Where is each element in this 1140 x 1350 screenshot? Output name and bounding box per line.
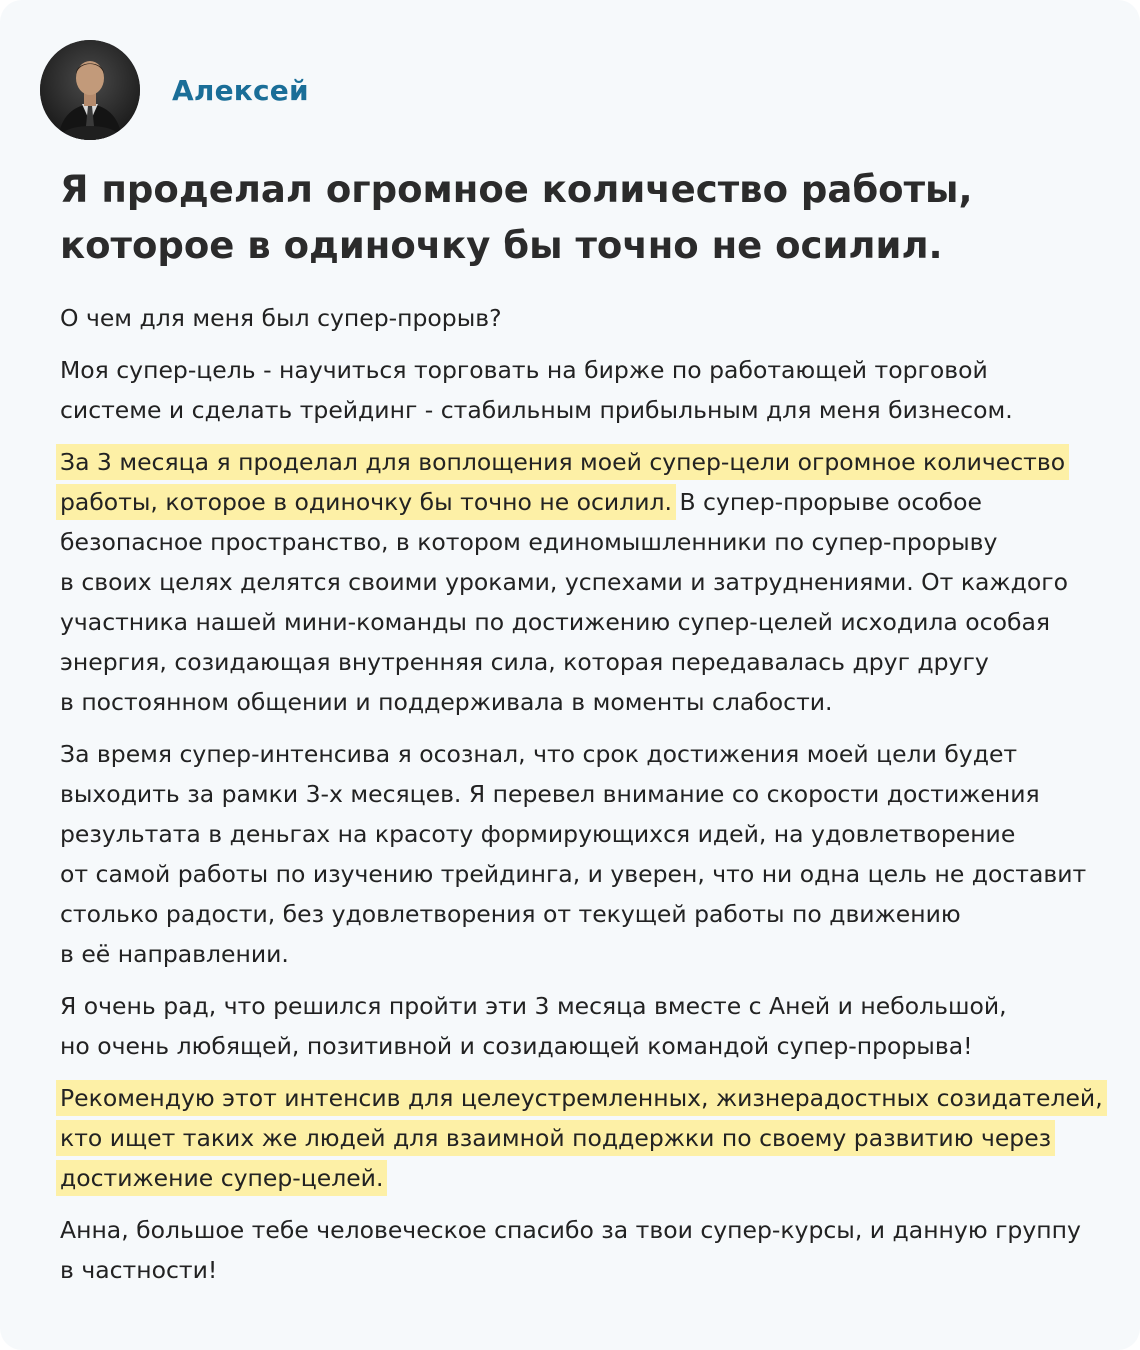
headline-line: которое в одиночку бы точно не осилил. [60,224,943,267]
highlighted-text: За 3 месяца я проделал для воплощения моей супер-цели огромное количество [60,448,1066,476]
text-line: энергия, созидающая внутренняя сила, которая передавалась друг другу [60,648,989,676]
text-line: в своих целях делятся своими уроками, успехами и затруднениями. От каждого [60,568,1068,596]
text-line: результата в деньгах на красоту формирующихся идей, на удовлетворение [60,820,1016,848]
highlighted-text: работы, которое в одиночку бы точно не осилил. [60,488,672,516]
text-line: О чем для меня был супер-прорыв? [60,304,502,332]
paragraph [60,298,1110,338]
author-avatar [40,40,140,140]
headline-line: Я проделал огромное количество работы, [60,168,973,211]
paragraph [60,1078,1110,1198]
highlighted-text: Рекомендую этот интенсив для целеустремленных, жизнерадостных созидателей, [60,1084,1103,1112]
person-photo-icon [40,40,140,140]
text-line: системе и сделать трейдинг - стабильным прибыльным для меня бизнесом. [60,396,1013,424]
paragraph [60,1210,1110,1290]
author-header [40,40,309,140]
highlighted-text: достижение супер-целей. [60,1164,384,1192]
paragraph [60,350,1110,430]
text-line: выходить за рамки 3-х месяцев. Я перевел внимание со скорости достижения [60,780,1040,808]
text-line: столько радости, без удовлетворения от текущей работы по движению [60,900,961,928]
text-line: В супер-прорыве особое [671,488,983,516]
paragraph [60,442,1110,722]
paragraph [60,986,1110,1066]
text-line: от самой работы по изучению трейдинга, и уверен, что ни одна цель не доставит [60,860,1087,888]
text-line: в частности! [60,1256,218,1284]
text-line: Я очень рад, что решился пройти эти 3 месяца вместе с Аней и небольшой, [60,992,1007,1020]
text-line: Анна, большое тебе человеческое спасибо за твои супер-курсы, и данную группу [60,1216,1081,1244]
text-line: За время супер-интенсива я осознал, что срок достижения моей цели будет [60,740,1018,768]
text-line: безопасное пространство, в котором единомышленники по супер-прорыву [60,528,998,556]
paragraph [60,734,1110,974]
text-line: в её направлении. [60,940,289,968]
text-line: Моя супер-цель - научиться торговать на бирже по работающей торговой [60,356,988,384]
highlighted-text: кто ищет таких же людей для взаимной поддержки по своему развитию через [60,1124,1052,1152]
text-line: но очень любящей, позитивной и созидающей командой супер-прорыва! [60,1032,973,1060]
review-body [60,298,1110,1302]
text-line: в постоянном общении и поддерживала в моменты слабости. [60,688,833,716]
text-line: участника нашей мини-команды по достижению супер-целей исходила особая [60,608,1050,636]
review-headline [60,162,1080,274]
author-name: Алексей [172,73,309,107]
